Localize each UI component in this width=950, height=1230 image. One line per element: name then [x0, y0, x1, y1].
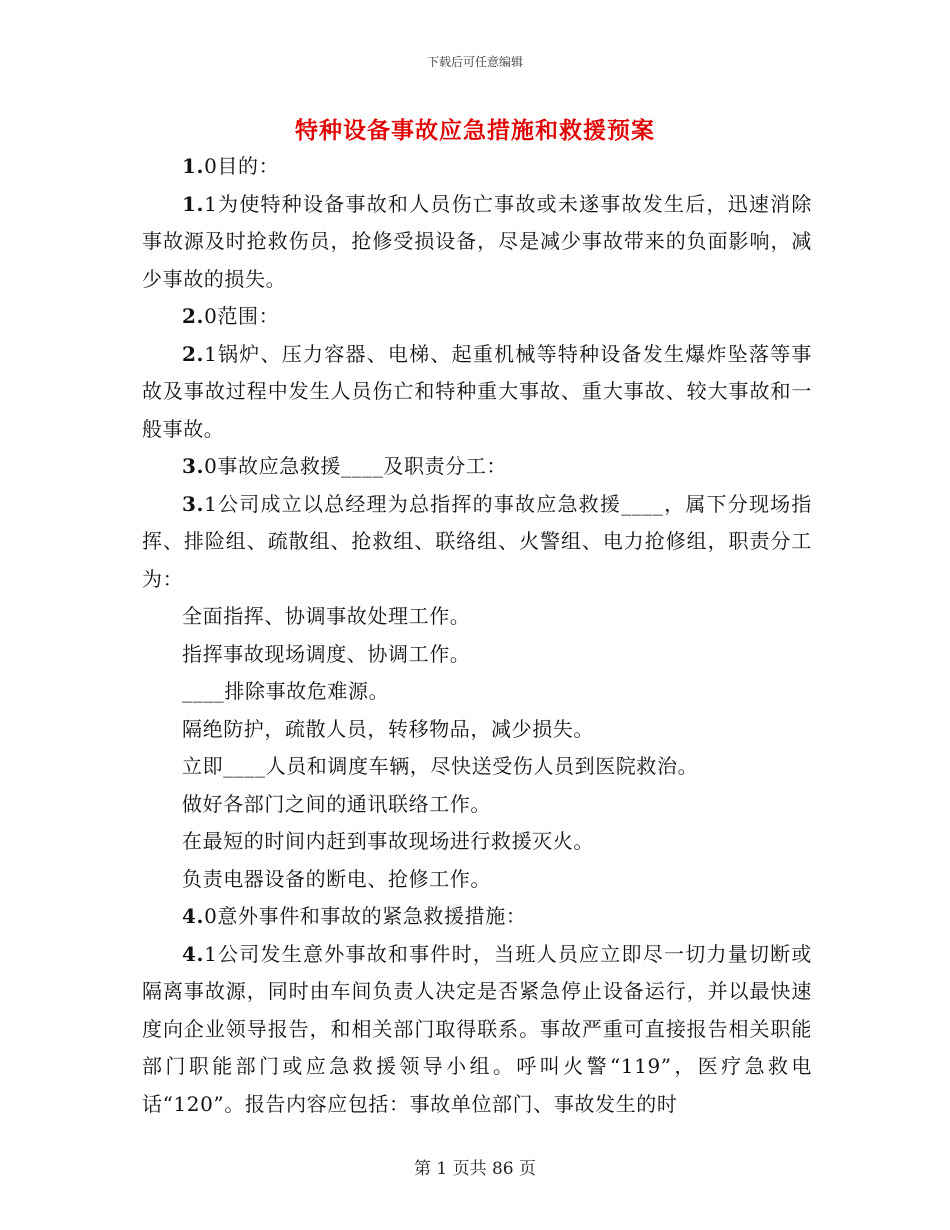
paragraph	[142, 186, 812, 299]
duty-item: 立即____人员和调度车辆，尽快送受伤人员到医院救治。	[182, 754, 699, 778]
duty-item: 全面指挥、协调事故处理工作。	[182, 604, 471, 628]
paragraph-text: 0目的：	[204, 154, 280, 178]
duty-item: 指挥事故现场调度、协调工作。	[182, 641, 471, 666]
section-number: 3.	[182, 491, 205, 516]
paragraph	[142, 898, 812, 936]
section-number: 4.	[182, 904, 205, 928]
paragraph	[142, 936, 812, 1124]
section-number: 3.	[182, 454, 205, 478]
duty-item: 隔绝防护，疏散人员，转移物品，减少损失。	[182, 716, 594, 741]
section-number: 1.	[182, 154, 205, 178]
paragraph-text: 1公司发生意外事故和事件时，当班人员应立即尽一切力量切断或隔离事故源，同时由车间负责人决定是否紧急停止设备运行，并以最快速度向企业领导报告，和相关部门取得联系。事故严重可直接报告相关职能部门职能部门或应急救援领导小组。呼叫火警“119”，医疗急救电话“120”。报告内容应包括：事故单位部门、事故发生的时	[142, 941, 812, 1116]
paragraph	[142, 486, 812, 599]
document-body	[142, 148, 812, 1123]
document-title: 特种设备事故应急措施和救援预案	[295, 118, 655, 144]
paragraph-text: 0范围：	[204, 304, 280, 328]
paragraph	[142, 298, 812, 336]
section-number: 2.	[182, 341, 205, 366]
header-note: 下载后可任意编辑	[426, 55, 523, 69]
paragraph-text: 1公司成立以总经理为总指挥的事故应急救援____，属下分现场指挥、排险组、疏散组、抢救组、联络组、火警组、电力抢修组，职责分工为：	[142, 491, 812, 591]
section-number: 1.	[182, 191, 205, 216]
paragraph	[142, 448, 812, 486]
paragraph-text: 1为使特种设备事故和人员伤亡事故或未遂事故发生后，迅速消除事故源及时抢救伤员，抢修受损设备，尽是减少事故带来的负面影响，减少事故的损失。	[142, 191, 812, 291]
paragraph	[142, 148, 812, 186]
section-number: 2.	[182, 304, 205, 328]
duty-item: 负责电器设备的断电、抢修工作。	[182, 866, 491, 891]
paragraph-text: 0意外事件和事故的紧急救援措施：	[204, 904, 527, 928]
duty-item: 在最短的时间内赶到事故现场进行救援灭火。	[182, 829, 594, 853]
page-number: 第 1 页共 86 页	[413, 1159, 537, 1179]
paragraph	[142, 336, 812, 449]
paragraph-text: 0事故应急救援____及职责分工：	[204, 454, 508, 478]
paragraph-text: 1锅炉、压力容器、电梯、起重机械等特种设备发生爆炸坠落等事故及事故过程中发生人员伤亡和特种重大事故、重大事故、较大事故和一般事故。	[142, 341, 812, 441]
section-number: 4.	[182, 941, 205, 966]
duty-item: ____排除事故危难源。	[182, 679, 390, 703]
duty-item: 做好各部门之间的通讯联络工作。	[182, 791, 491, 816]
